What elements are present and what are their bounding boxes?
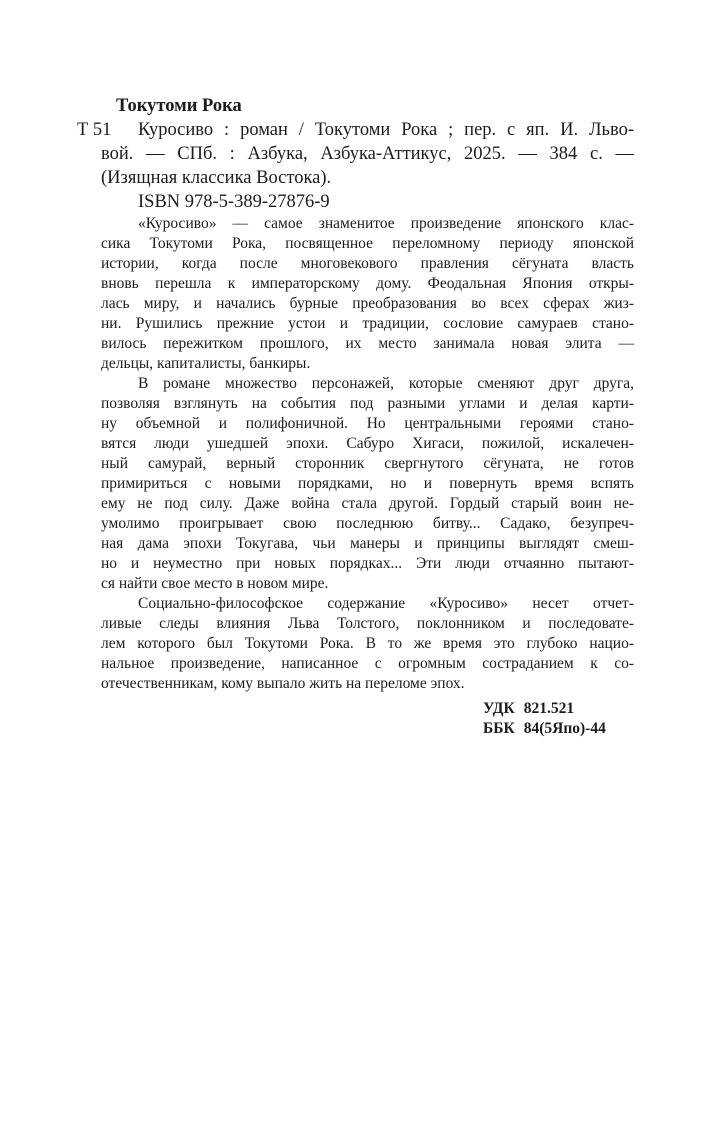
biblio-lines [101,118,634,190]
isbn-line: ISBN 978-5-389-27876-9 [138,192,330,212]
biblio-line: (Изящная классика Востока). [101,168,332,188]
annotation-line: ему не под силу. Даже война стала другой. Гордый старый воин не- [101,495,634,512]
annotation-line: ни. Рушились прежние устои и традиции, сословие самураев стано- [101,315,634,332]
annotation-line: дельцы, капиталисты, банкиры. [101,355,311,372]
annotation-line: ная дама эпохи Токугава, чьи манеры и принципы выглядят смеш- [101,535,634,552]
biblio-line: вой. — СПб. : Азбука, Азбука-Аттикус, 2025. — 384 с. — [101,144,634,164]
annotation-line: сика Токутоми Рока, посвященное переломному периоду японской [101,235,634,252]
annotation-line: ный самурай, верный сторонник свергнутого сёгуната, не готов [101,455,634,472]
bbk-value: 84(5Япо)-44 [523,720,606,737]
annotation-paragraph [101,374,634,594]
udk-value: 821.521 [523,700,575,717]
annotation-line: вновь перешла к императорскому дому. Феодальная Япония откры- [101,275,634,292]
annotation-paragraph [101,214,634,374]
imprint-block [77,94,634,739]
annotation-line: позволяя взглянуть на события под разными углами и делая карти- [101,395,634,412]
annotation-line: умолимо проигрывает свою последнюю битву... Садако, безупреч- [101,515,634,532]
annotation-line: вятся люди ушедшей эпохи. Сабуро Хигаси, пожилой, искалечен- [101,435,634,452]
author-name: Токутоми Рока [116,96,242,116]
annotation-line: но и неуместно при новых порядках... Эти люди отчаянно пытают- [101,555,634,572]
annotation-line: Социально-философское содержание «Куросиво» несет отчет- [138,595,634,612]
annotation-paragraph [101,594,634,694]
annotation-line: примириться с новыми порядками, но и повернуть время вспять [101,475,634,492]
biblio-line: Куросиво : роман / Токутоми Рока ; пер. с яп. И. Льво- [138,120,634,140]
annotation-line: ливые следы влияния Льва Толстого, поклонником и последовате- [101,615,634,632]
udk-line [483,699,634,719]
classification-code-label: Т 51 [77,120,112,140]
udk-label: УДК [483,700,515,717]
biblio-record [77,118,634,190]
annotation-line: В романе множество персонажей, которые сменяют друг друга, [138,375,634,392]
classification-block [483,699,634,739]
annotation-line: вилось пережитком прошлого, их место занимала новая элита — [101,335,634,352]
annotation-line: ну объемной и полифоничной. Но центральными героями стано- [101,415,634,432]
bbk-line [483,719,634,739]
bbk-label: ББК [483,720,515,737]
annotation-line: истории, когда после многовекового правления сёгуната власть [101,255,634,272]
annotation-line: лась миру, и начались бурные преобразования во всех сферах жиз- [101,295,634,312]
annotation-line: лем которого был Токутоми Рока. В то же время это глубоко нацио- [101,635,634,652]
annotation-line: ся найти свое место в новом мире. [101,575,329,592]
annotation [101,214,634,694]
annotation-line: «Куросиво» — самое знаменитое произведение японского клас- [138,215,634,232]
annotation-line: нальное произведение, написанное с огромным состраданием к со- [101,655,634,672]
annotation-line: отечественникам, кому выпало жить на переломе эпох. [101,675,465,692]
